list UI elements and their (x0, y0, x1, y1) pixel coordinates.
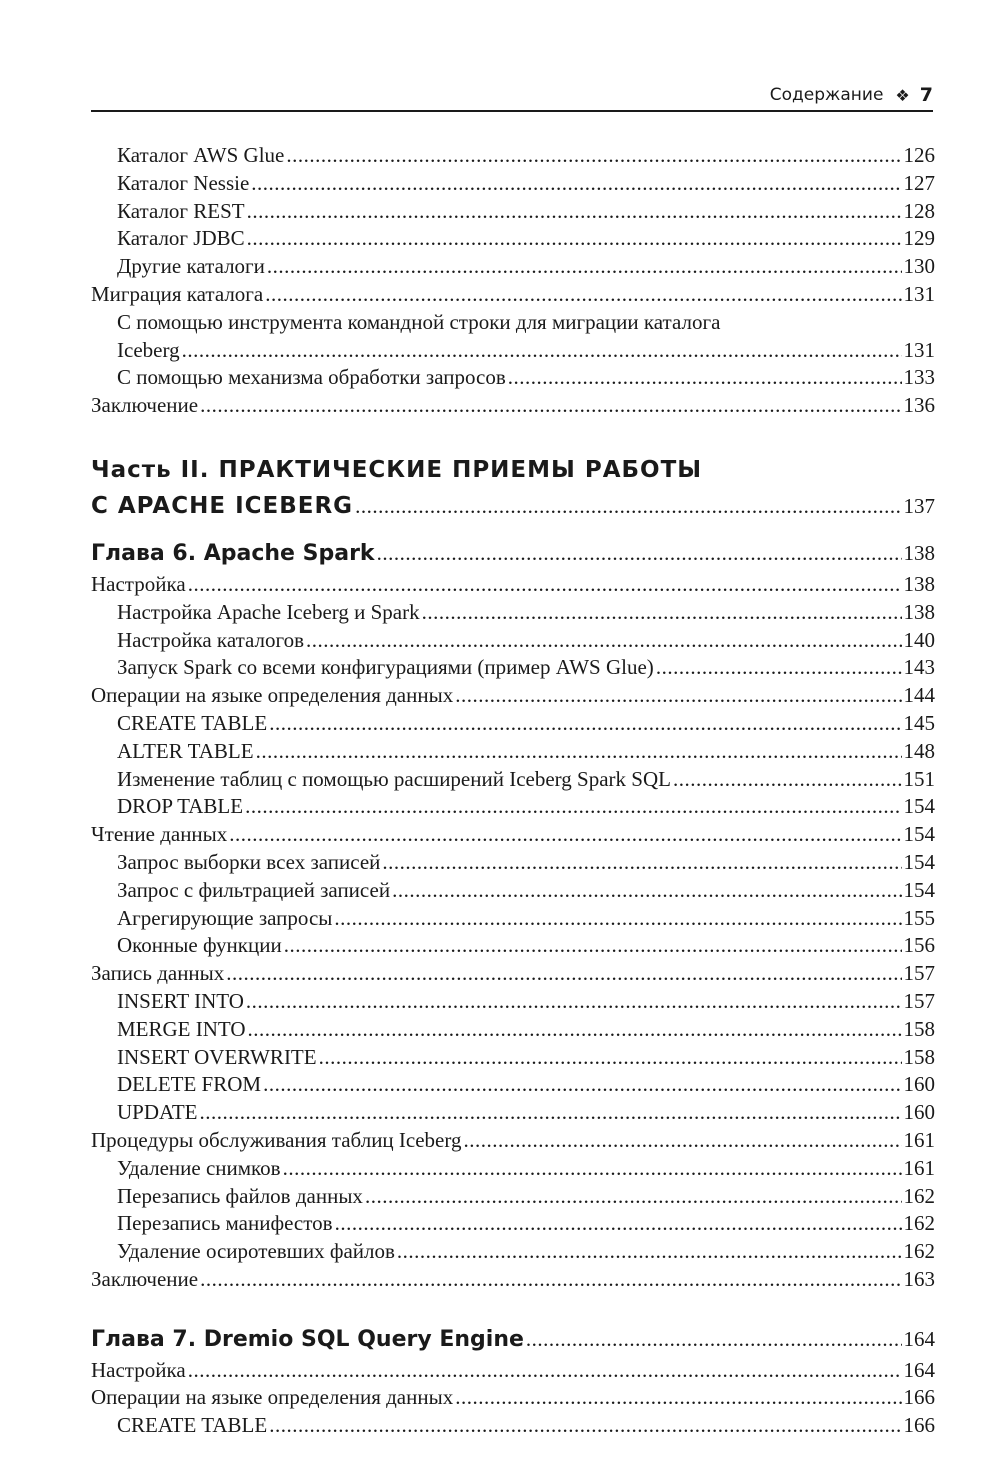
toc-block-1 (91, 142, 935, 309)
toc-entry[interactable] (91, 710, 935, 738)
dot-leader (377, 536, 902, 571)
toc-entry-page: 163 (903, 1266, 935, 1291)
toc-entry[interactable] (91, 392, 935, 420)
toc-entry[interactable] (91, 1071, 935, 1099)
toc-entry-page: 127 (903, 170, 935, 195)
dot-leader (284, 932, 902, 960)
dot-leader (265, 281, 901, 309)
toc-entry[interactable] (91, 1384, 935, 1412)
toc-entry-page: 162 (903, 1211, 935, 1236)
toc-entry[interactable] (91, 599, 935, 627)
toc-entry[interactable] (91, 1238, 935, 1266)
toc-entry-page: 131 (903, 337, 935, 362)
dot-leader (283, 1155, 902, 1183)
toc-entry-page: 129 (903, 226, 935, 251)
toc-entry[interactable] (91, 253, 935, 281)
dot-leader (335, 1210, 902, 1238)
toc-entry-wrapped-first-line (91, 309, 935, 337)
header-title: Содержание (769, 85, 884, 105)
toc-entry[interactable] (91, 932, 935, 960)
toc-entry-page: 136 (903, 393, 935, 418)
toc-entry-page: 155 (903, 905, 935, 930)
dot-leader (247, 198, 902, 226)
toc-entry-title: Изменение таблиц с помощью расширений Iceberg Spark SQL (117, 766, 671, 791)
dot-leader (422, 599, 902, 627)
toc-entry[interactable] (91, 793, 935, 821)
toc-entry[interactable] (91, 738, 935, 766)
dot-leader (263, 1071, 901, 1099)
chapter-page: 138 (903, 540, 935, 565)
toc-entry-page: 161 (903, 1155, 935, 1180)
toc-entry[interactable] (91, 1155, 935, 1183)
toc-entry-page: 164 (903, 1357, 935, 1382)
dot-leader (365, 1183, 902, 1211)
toc-entry[interactable] (91, 766, 935, 794)
toc-entry[interactable] (91, 654, 935, 682)
toc-entry-title: Каталог AWS Glue (117, 143, 285, 167)
chapter-title: Глава 6. Apache Spark (91, 540, 375, 566)
dot-leader (382, 849, 901, 877)
toc-entry-page: 161 (903, 1127, 935, 1152)
toc-entry-title: Каталог REST (117, 198, 245, 223)
dot-leader (455, 682, 901, 710)
toc-entry-title: Перезапись файлов данных (117, 1183, 363, 1208)
toc-entry[interactable] (91, 1099, 935, 1127)
toc-entry[interactable] (91, 960, 935, 988)
toc-entry[interactable] (91, 1127, 935, 1155)
toc-entry-page: 151 (903, 766, 935, 791)
toc-entry-page: 154 (903, 849, 935, 874)
dot-leader (248, 1016, 902, 1044)
toc-entry-page: 154 (903, 794, 935, 819)
toc-entry-title: INSERT OVERWRITE (117, 1044, 317, 1069)
dot-leader (245, 793, 901, 821)
dot-leader (267, 253, 902, 281)
toc-entry[interactable] (91, 198, 935, 226)
toc-entry-page: 158 (903, 1044, 935, 1069)
toc-entry-page: 154 (903, 877, 935, 902)
toc-entry[interactable] (91, 1266, 935, 1294)
toc-entry-page: 154 (903, 822, 935, 847)
toc-entry[interactable] (91, 849, 935, 877)
toc-entry-title: Запись данных (91, 961, 225, 986)
toc-entry-page: 156 (903, 933, 935, 958)
toc-entry-title: Заключение (91, 393, 199, 418)
toc-entry-title: Удаление осиротевших файлов (117, 1239, 395, 1264)
dot-leader (200, 1266, 901, 1294)
toc-entry-title: С помощью механизма обработки запросов (117, 365, 506, 390)
dot-leader (673, 766, 902, 794)
toc-entry-title: Iceberg (117, 337, 180, 362)
dot-leader (286, 142, 901, 170)
toc-entry-page: 143 (903, 655, 935, 680)
dot-leader (355, 488, 901, 524)
toc-entry-title: Процедуры обслуживания таблиц Iceberg (91, 1127, 462, 1152)
toc-entry-page: 162 (903, 1183, 935, 1208)
toc-entry-title: ALTER TABLE (117, 738, 254, 763)
toc-entry-page: 162 (903, 1239, 935, 1264)
toc-entry-title: Каталог JDBC (117, 226, 245, 251)
toc-entry-page: 157 (903, 961, 935, 986)
dot-leader (508, 364, 902, 392)
toc-entry-page: 138 (903, 571, 935, 596)
toc-entry-page: 158 (903, 1016, 935, 1041)
page-number: 7 (919, 84, 933, 106)
toc-entry-page: 145 (903, 710, 935, 735)
dot-leader (392, 877, 901, 905)
toc-entry[interactable] (91, 1357, 935, 1385)
toc-block-2 (91, 364, 935, 420)
dot-leader (200, 1099, 902, 1127)
table-of-contents (91, 142, 935, 1440)
toc-entry-page: 166 (903, 1385, 935, 1410)
toc-entry[interactable] (91, 170, 935, 198)
diamond-ornament-icon: ❖ (895, 85, 910, 105)
toc-entry-page: 166 (903, 1413, 935, 1438)
toc-entry-title: Удаление снимков (117, 1155, 281, 1180)
toc-entry-page: 131 (903, 281, 935, 306)
dot-leader (397, 1238, 902, 1266)
toc-entry[interactable] (91, 821, 935, 849)
dot-leader (269, 710, 901, 738)
toc-entry[interactable] (91, 627, 935, 655)
part-heading[interactable] (91, 488, 935, 524)
toc-entry-page: 130 (903, 254, 935, 279)
dot-leader (188, 571, 902, 599)
dot-leader (182, 337, 902, 365)
toc-entry-title: Настройка (91, 1357, 186, 1382)
toc-entry-title: Агрегирующие запросы (117, 905, 333, 930)
toc-entry-page: 126 (903, 143, 935, 167)
toc-entry-title: Настройка каталогов (117, 627, 305, 652)
toc-entry-title: Другие каталоги (117, 254, 265, 279)
chapter-heading-7[interactable] (91, 1321, 935, 1357)
toc-entry[interactable] (91, 905, 935, 933)
toc-entry[interactable] (91, 877, 935, 905)
toc-entry[interactable] (91, 1210, 935, 1238)
dot-leader (226, 960, 901, 988)
dot-leader (463, 1127, 901, 1155)
dot-leader (334, 905, 901, 933)
dot-leader (229, 821, 901, 849)
toc-entry-title: Перезапись манифестов (117, 1211, 333, 1236)
toc-entry-title: С помощью инструмента командной строки для миграции каталога (117, 309, 721, 334)
chapter-6-entries (91, 571, 935, 1294)
toc-entry-page: 138 (903, 599, 935, 624)
toc-entry[interactable] (91, 1183, 935, 1211)
toc-entry-title: DROP TABLE (117, 794, 244, 819)
dot-leader (269, 1412, 901, 1440)
toc-entry[interactable] (91, 364, 935, 392)
chapter-title: Глава 7. Dremio SQL Query Engine (91, 1326, 524, 1352)
toc-entry-title: DELETE FROM (117, 1072, 262, 1097)
dot-leader (319, 1044, 902, 1072)
toc-entry[interactable] (91, 988, 935, 1016)
dot-leader (188, 1357, 902, 1385)
running-header (91, 80, 933, 112)
toc-entry[interactable] (91, 1044, 935, 1072)
toc-entry-title: Операции на языке определения данных (91, 683, 454, 708)
dot-leader (455, 1384, 901, 1412)
toc-entry-title: Запрос с фильтрацией записей (117, 877, 391, 902)
toc-entry-page: 148 (903, 738, 935, 763)
dot-leader (251, 170, 901, 198)
toc-entry-title: Чтение данных (91, 822, 228, 847)
toc-entry[interactable] (91, 225, 935, 253)
toc-entry-title: MERGE INTO (117, 1016, 246, 1041)
dot-leader (246, 988, 902, 1016)
dot-leader (656, 654, 902, 682)
toc-entry-title: Запуск Spark со всеми конфигурациями (пример AWS Glue) (117, 655, 654, 680)
toc-entry-title: Каталог Nessie (117, 170, 250, 195)
dot-leader (200, 392, 901, 420)
toc-entry-page: 160 (903, 1100, 935, 1125)
chapter-page: 164 (903, 1326, 935, 1351)
dot-leader (306, 627, 901, 655)
toc-entry-title: Операции на языке определения данных (91, 1385, 454, 1410)
toc-entry[interactable] (91, 571, 935, 599)
toc-entry[interactable] (91, 337, 935, 365)
toc-entry[interactable] (91, 1412, 935, 1440)
toc-entry-page: 157 (903, 988, 935, 1013)
dot-leader (526, 1321, 902, 1357)
part-heading-line-1: Часть II. ПРАКТИЧЕСКИЕ ПРИЕМЫ РАБОТЫ (91, 456, 703, 483)
toc-entry-page: 144 (903, 683, 935, 708)
toc-entry-page: 128 (903, 198, 935, 223)
toc-entry-page: 160 (903, 1072, 935, 1097)
toc-entry-title: CREATE TABLE (117, 710, 268, 735)
toc-entry-title: Заключение (91, 1266, 199, 1291)
part-heading-line-2: С APACHE ICEBERG (91, 492, 354, 519)
toc-entry-page: 133 (903, 365, 935, 390)
toc-entry[interactable] (91, 281, 935, 309)
dot-leader (247, 225, 902, 253)
chapter-heading-6[interactable] (91, 536, 935, 571)
toc-entry[interactable] (91, 1016, 935, 1044)
toc-entry-title: CREATE TABLE (117, 1413, 268, 1438)
toc-entry-title: Настройка (91, 571, 186, 596)
toc-entry-title: INSERT INTO (117, 988, 244, 1013)
toc-entry-title: UPDATE (117, 1100, 198, 1125)
toc-entry-title: Миграция каталога (91, 281, 264, 306)
toc-entry[interactable] (91, 142, 935, 170)
toc-entry-title: Запрос выборки всех записей (117, 849, 381, 874)
chapter-7-entries (91, 1357, 935, 1440)
toc-entry[interactable] (91, 682, 935, 710)
toc-entry-title: Оконные функции (117, 933, 282, 958)
toc-entry-title: Настройка Apache Iceberg и Spark (117, 599, 420, 624)
toc-entry-page: 140 (903, 627, 935, 652)
part-page: 137 (903, 493, 935, 518)
dot-leader (256, 738, 902, 766)
